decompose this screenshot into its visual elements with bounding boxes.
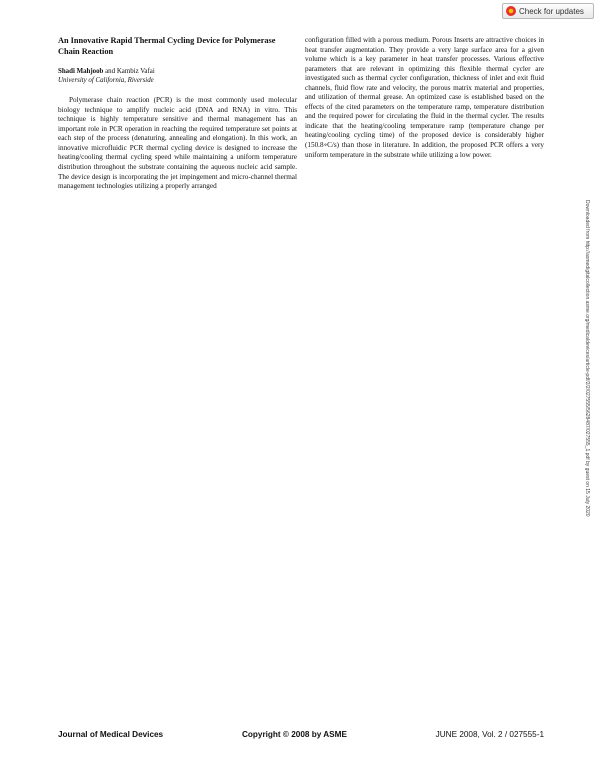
- affiliation: University of California, Riverside: [58, 76, 154, 84]
- author-primary: Shadi Mahjoob: [58, 68, 104, 75]
- left-column: [58, 36, 297, 192]
- author-conjunction: and: [105, 68, 116, 75]
- page-footer: [58, 730, 544, 742]
- footer-copyright: Copyright © 2008 by ASME: [242, 730, 347, 739]
- footer-page-info: JUNE 2008, Vol. 2 / 027555-1: [435, 730, 544, 739]
- check-for-updates-button[interactable]: [502, 3, 594, 19]
- author-secondary: Kambiz Vafai: [116, 68, 155, 75]
- footer-journal: Journal of Medical Devices: [58, 730, 164, 739]
- crossmark-icon: [506, 6, 516, 16]
- authors: [58, 68, 297, 77]
- download-watermark: Downloaded from http://asmedigitalcollection.asme.org/medicaldevices/article-pdf/2/2/027555/5628487/027555_1.pdf by guest on 15 July 2020: [584, 200, 590, 517]
- right-column: [305, 36, 544, 160]
- article-title: An Innovative Rapid Thermal Cycling Device for Polymerase Chain Reaction: [58, 36, 276, 56]
- check-for-updates-label: Check for updates: [519, 6, 584, 16]
- abstract-left: Polymerase chain reaction (PCR) is the most commonly used molecular biology technique to amplify nucleic acid (DNA and RNA) in vitro. This technique is highly temperature sensitive and thermal management has an important role in PCR operation in reaching the required temperature set points at each step of the process (denaturing, annealing and elongation). In this work, an innovative microfluidic PCR thermal cycling device is designed to increase the heating/cooling thermal cycling speed while maintaining a uniform temperature distribution throughout the substrate containing the aqueous nucleic acid sample. The device design is incorporating the jet impingement and micro-channel thermal management technologies utilizing a properly arranged: [58, 96, 297, 191]
- abstract-right: configuration filled with a porous medium. Porous Inserts are attractive choices in heat transfer augmentation. They provide a very large surface area for a given volume which is a key parameter in heat transfer processes. Various effective parameters that are relevant in optimizing this flexible thermal cycler are investigated such as thermal cycler configuration, thickness of inlet and exit fluid channels, fluid flow rate and velocity, the porous matrix material and properties, and utilization of thermal grease. An optimized case is established based on the effects of the cited parameters on the temperature ramp, temperature distribution and the required power for circulating the fluid in the thermal cycler. The results indicate that the heating/cooling temperature ramp (temperature change per heating/cooling cycling time) of the proposed device is considerably higher (150.8∘C/s) than those in literature. In addition, the proposed PCR offers a very uniform temperature in the substrate while utilizing a low power.: [305, 36, 544, 159]
